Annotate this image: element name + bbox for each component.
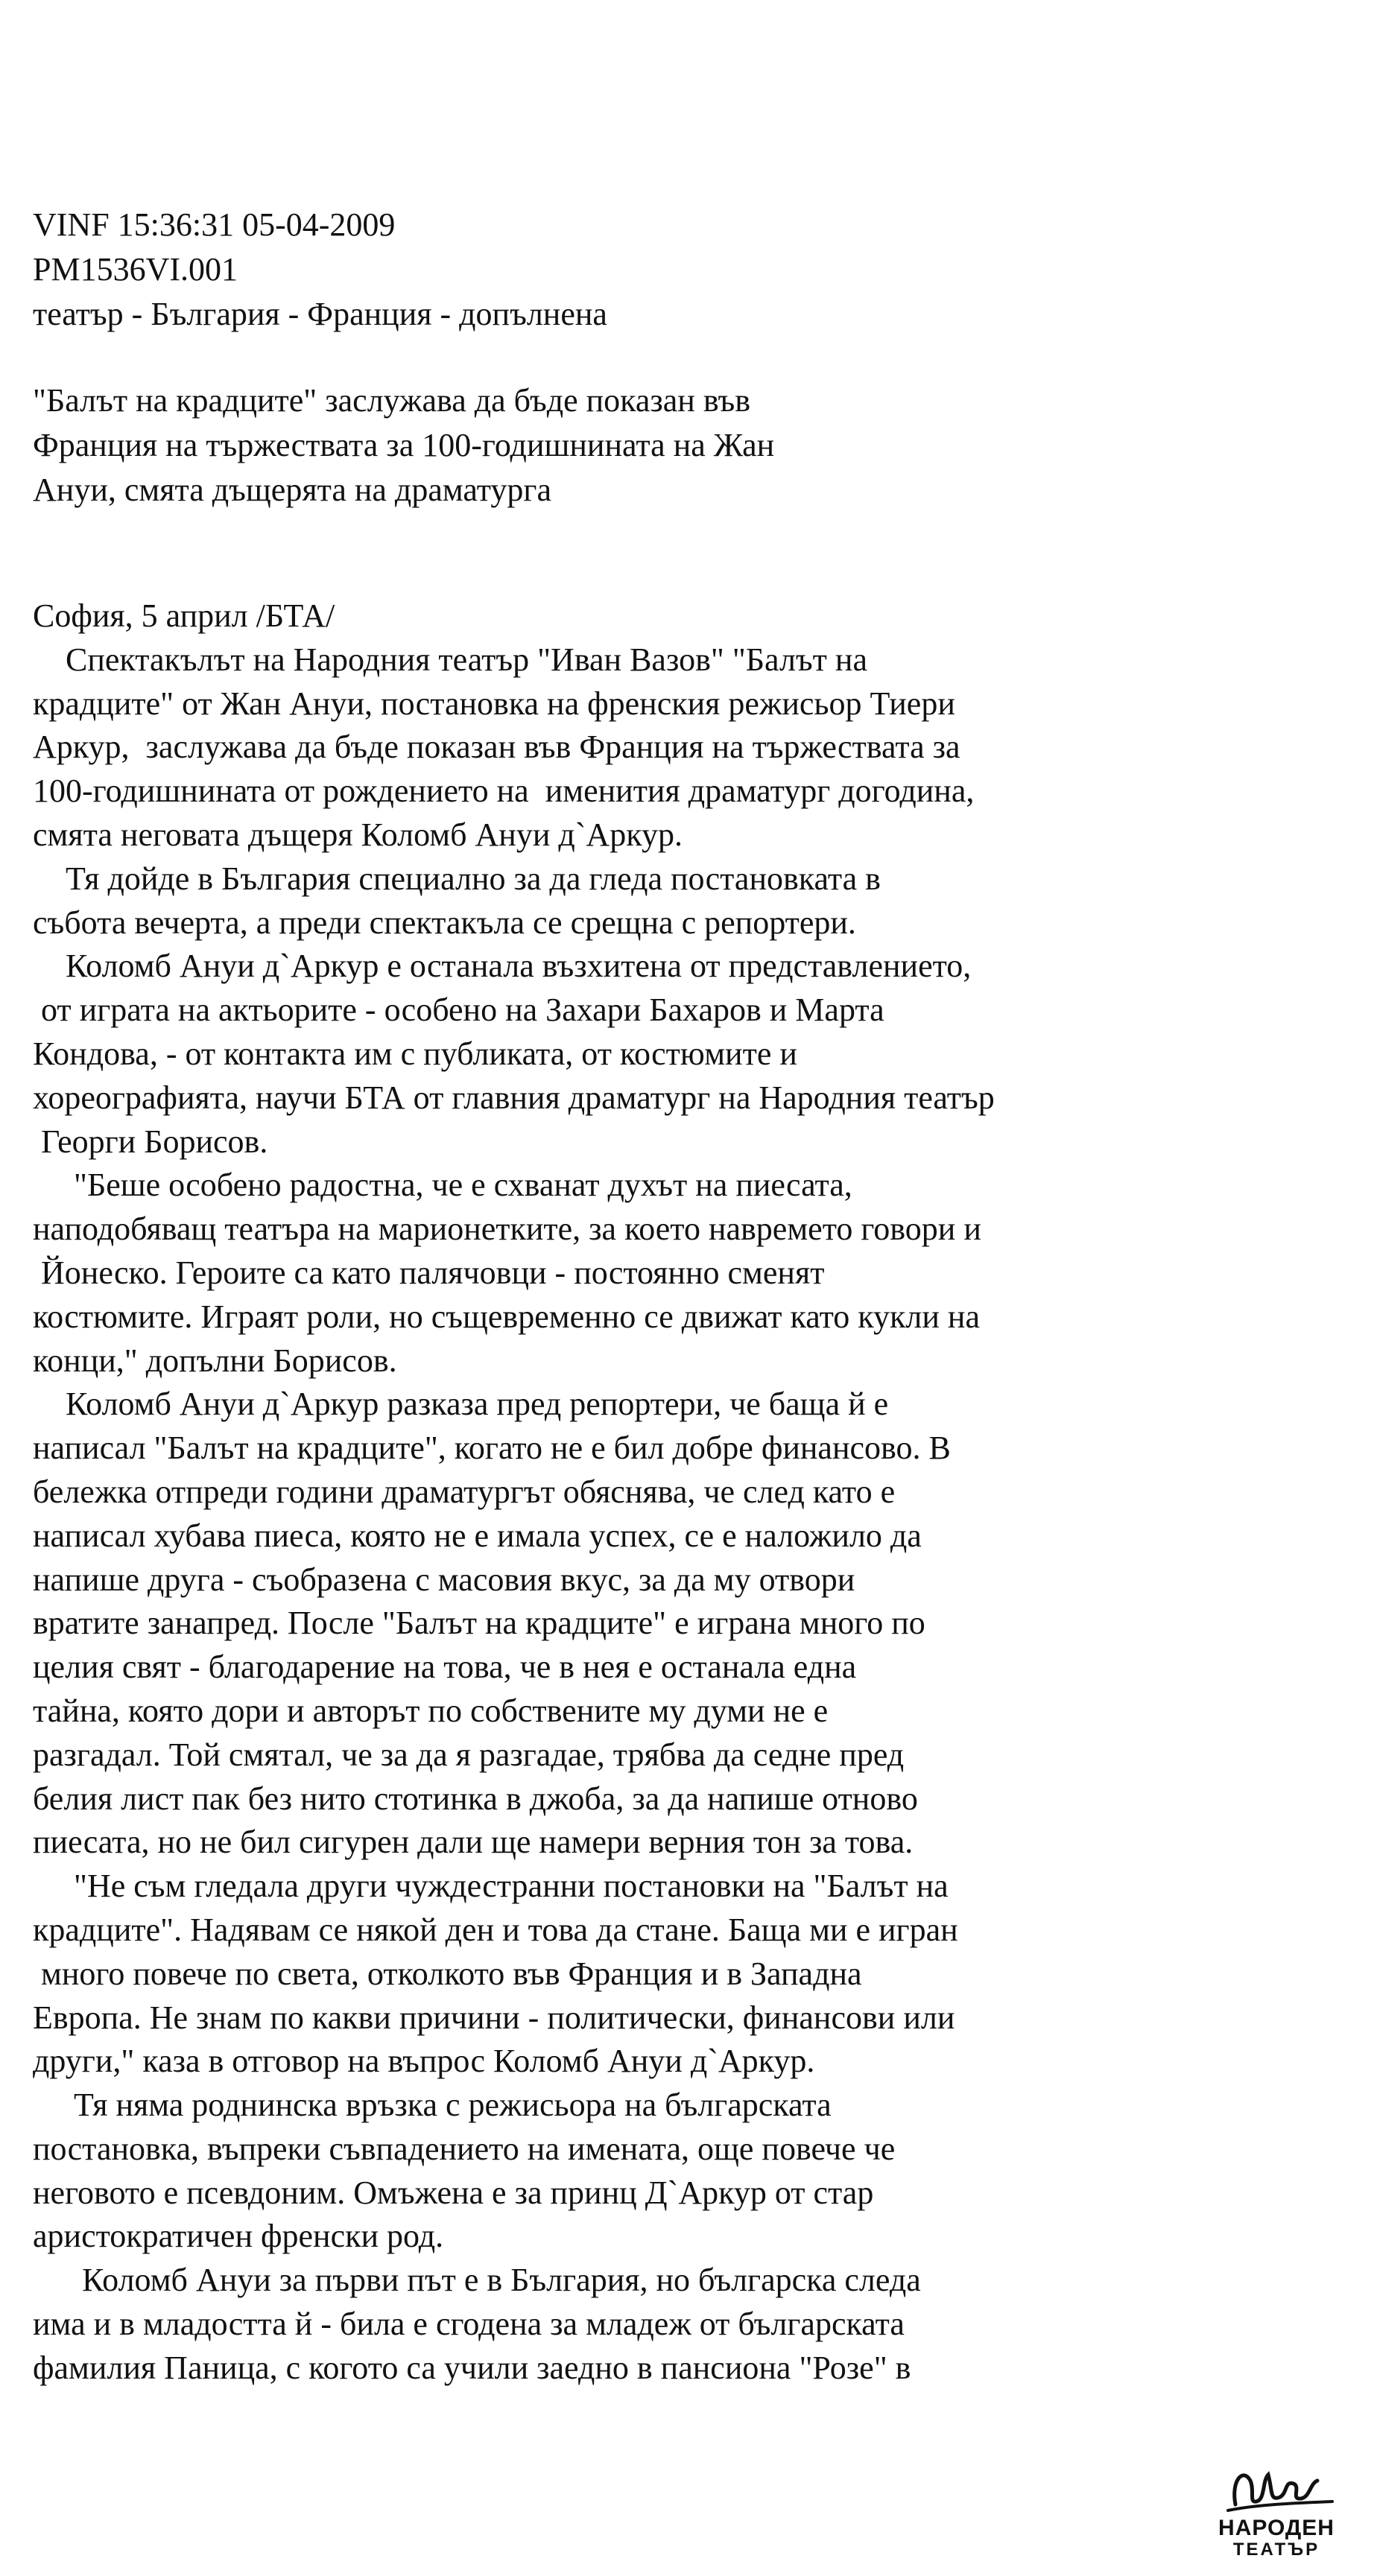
- body-line: Коломб Ануи д`Аркур е останала възхитена от представлението,: [33, 948, 972, 985]
- body-line: Спектакълът на Народния театър "Иван Вазов" "Балът на: [33, 641, 867, 678]
- body-line: Георги Борисов.: [33, 1123, 268, 1160]
- body-line: 100-годишнината от рождението на именития драматург догодина,: [33, 773, 975, 810]
- headline-line: "Балът на крадците" заслужава да бъде показан във: [33, 382, 751, 419]
- body-line: написал "Балът на крадците", когато не е бил добре финансово. В: [33, 1430, 951, 1467]
- body-line: Аркур, заслужава да бъде показан във Франция на тържествата за: [33, 729, 960, 766]
- body-line: други," каза в отговор на въпрос Коломб Ануи д`Аркур.: [33, 2043, 815, 2080]
- body-line: Кондова, - от контакта им с публиката, от костюмите и: [33, 1035, 797, 1072]
- body-line: "Беше особено радостна, че е схванат духът на пиесата,: [33, 1167, 852, 1204]
- body-line: вратите занапред. После "Балът на крадците" е играна много по: [33, 1605, 925, 1642]
- body-line: Европа. Не знам по какви причини - политически, финансови или: [33, 1999, 955, 2036]
- body-line: от играта на актьорите - особено на Захари Бахаров и Марта: [33, 992, 884, 1029]
- headline-line: Ануи, смята дъщерята на драматурга: [33, 472, 552, 508]
- body-line: целия свят - благодарение на това, че в нея е останала една: [33, 1649, 857, 1686]
- dateline: София, 5 април /БТА/: [33, 597, 335, 634]
- body-line: напише друга - съобразена с масовия вкус, за да му отвори: [33, 1561, 855, 1598]
- body-line: крадците". Надявам се някой ден и това да стане. Баща ми е игран: [33, 1911, 958, 1948]
- body-line: събота вечерта, а преди спектакъла се срещна с репортери.: [33, 904, 856, 941]
- article-headline: [33, 378, 1300, 513]
- body-line: фамилия Паница, с когото са учили заедно в пансиона "Розе" в: [33, 2349, 911, 2386]
- body-line: разгадал. Той смятал, че за да я разгадае, трябва да седне пред: [33, 1736, 905, 1773]
- body-line: написал хубава пиеса, която не е имала успех, се е наложило да: [33, 1517, 922, 1554]
- body-line: костюмите. Играят роли, но същевременно се движат като кукли на: [33, 1298, 980, 1335]
- wire-id: PM1536VI.001: [33, 251, 238, 288]
- wire-timestamp: VINF 15:36:31 05-04-2009: [33, 206, 396, 243]
- body-line: постановка, въпреки съвпадението на имената, още повече че: [33, 2130, 896, 2167]
- wire-tags: театър - България - Франция - допълнена: [33, 296, 607, 332]
- body-line: Йонеско. Героите са като палячовци - постоянно сменят: [33, 1254, 825, 1291]
- body-line: бележка отпреди години драматургът обяснява, че след като е: [33, 1473, 896, 1510]
- body-line: има и в младостта й - била е сгодена за младеж от българската: [33, 2306, 905, 2343]
- logo-subtitle: ТЕАТЪР: [1232, 2539, 1320, 2560]
- body-line: смята неговата дъщеря Коломб Ануи д`Аркур.: [33, 816, 683, 853]
- body-line: Коломб Ануи за първи път е в България, но българска следа: [33, 2262, 921, 2299]
- body-line: много повече по света, отколкото във Франция и в Западна: [33, 1955, 862, 1992]
- body-line: Тя няма роднинска връзка с режисьора на българската: [33, 2087, 832, 2124]
- body-line: Тя дойде в България специално за да гледа постановката в: [33, 860, 881, 897]
- logo-name: НАРОДЕН: [1218, 2516, 1335, 2540]
- body-line: крадците" от Жан Ануи, постановка на френския режисьор Тиери: [33, 685, 955, 722]
- body-line: аристократичен френски род.: [33, 2218, 444, 2255]
- body-line: пиесата, но не бил сигурен дали ще намери верния тон за това.: [33, 1824, 914, 1861]
- theatre-logo: [1213, 2458, 1340, 2563]
- body-line: хореографията, научи БТА от главния драматург на Народния театър: [33, 1079, 995, 1116]
- article-body: [33, 594, 1359, 2391]
- body-line: белия лист пак без нито стотинка в джоба, за да напише отново: [33, 1780, 918, 1817]
- body-line: наподобяващ театъра на марионетките, за което навремето говори и: [33, 1211, 981, 1248]
- wire-header: [33, 203, 1300, 337]
- body-line: конци," допълни Борисов.: [33, 1342, 397, 1379]
- headline-line: Франция на тържествата за 100-годишнината на Жан: [33, 427, 775, 463]
- body-line: Коломб Ануи д`Аркур разказа пред репортери, че баща й е: [33, 1386, 889, 1423]
- body-line: тайна, която дори и авторът по собствените му думи не е: [33, 1692, 829, 1729]
- body-line: неговото е псевдоним. Омъжена е за принц Д`Аркур от стар: [33, 2174, 874, 2211]
- body-line: "Не съм гледала други чуждестранни постановки на "Балът на: [33, 1868, 949, 1905]
